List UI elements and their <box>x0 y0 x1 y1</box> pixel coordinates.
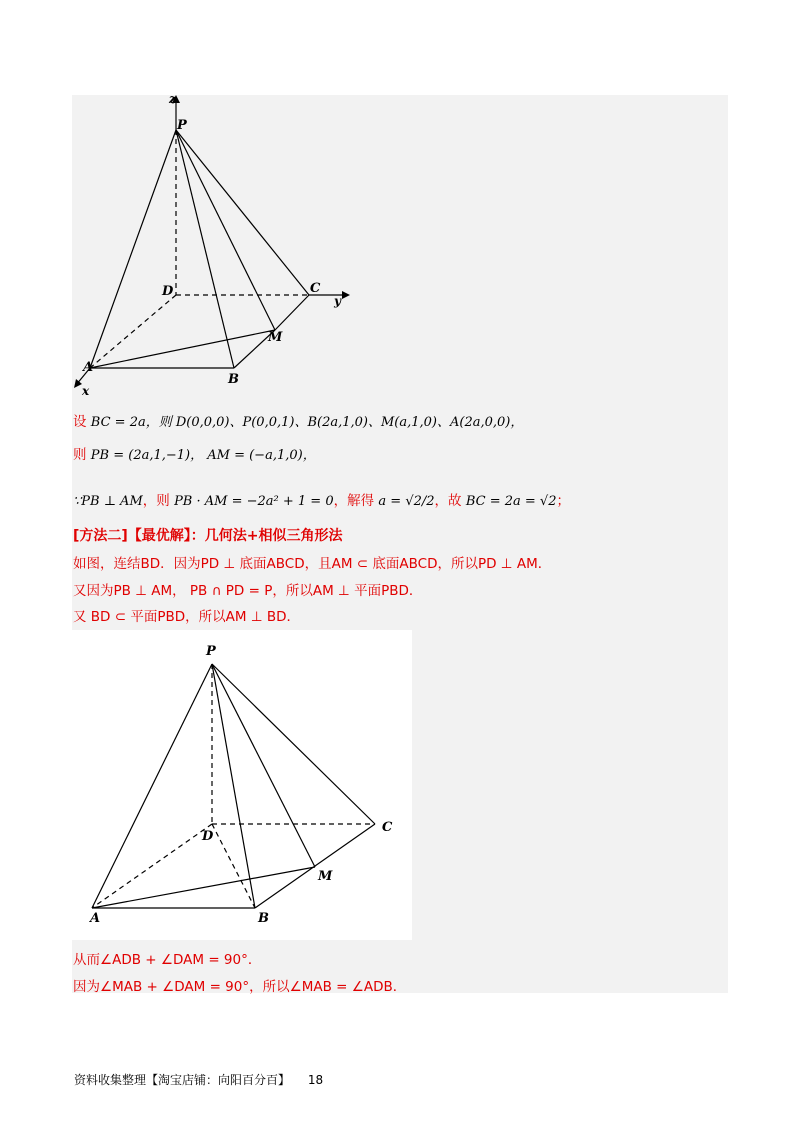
figure-1-coordinate-pyramid <box>72 95 372 400</box>
page-number: 18 <box>307 1073 324 1087</box>
conclusion-line-2: 因为∠MAB + ∠DAM = 90°，所以∠MAB = ∠ADB． <box>73 979 407 995</box>
fig1-label-b: B <box>228 372 239 387</box>
solve-line <box>73 489 570 509</box>
proof-line-3: 又 BD ⊂ 平面PBD，所以AM ⊥ BD． <box>73 609 301 625</box>
fig2-label-m: M <box>318 869 333 884</box>
footer-source: 资料收集整理【淘宝店铺：向阳百分百】 <box>74 1073 291 1087</box>
solution-a: a = √2/2 <box>378 494 435 509</box>
fig2-label-a: A <box>90 911 101 926</box>
fig2-label-d: D <box>202 829 214 844</box>
vector-line-math: PB = (2a,1,−1)， AM = (−a,1,0)， <box>90 448 316 463</box>
method-2-title: [方法二]【最优解】：几何法+相似三角形法 <box>73 528 343 544</box>
coord-line-1-math: BC = 2a，则 D(0,0,0)、P(0,0,1)、B(2a,1,0)、M(a,1,0)、A(2a,0,0)， <box>90 415 524 430</box>
fig1-label-c: C <box>310 281 321 296</box>
dot-product-equation: PB · AM = −2a² + 1 = 0 <box>174 494 334 509</box>
fig1-label-m: M <box>268 330 283 345</box>
fig1-label-d: D <box>162 284 174 299</box>
fig1-label-a: A <box>83 360 94 375</box>
solve-text-1: ，则 <box>142 493 170 509</box>
coord-line-1 <box>73 410 523 430</box>
solve-text-2: ，解得 <box>333 493 375 509</box>
proof-line-2: 又因为PB ⊥ AM， PB ∩ PD = P，所以AM ⊥ 平面PBD． <box>73 583 423 599</box>
page-footer <box>74 1071 323 1088</box>
fig2-label-b: B <box>258 911 269 926</box>
coord-line-2 <box>73 443 316 463</box>
fig1-label-x: x <box>82 384 90 398</box>
proof-line-1: 如图，连结BD．因为PD ⊥ 底面ABCD，且AM ⊂ 底面ABCD，所以PD ⊥ AM． <box>73 556 552 572</box>
fig2-label-c: C <box>382 820 393 835</box>
solve-end: ； <box>556 493 570 509</box>
coord-line-2-prefix: 则 <box>73 447 87 463</box>
conclusion-line-1: 从而∠ADB + ∠DAM = 90°． <box>73 952 262 968</box>
figure-2-pyramid <box>72 630 412 940</box>
fig1-label-z: z <box>169 95 176 106</box>
solution-bc: BC = 2a = √2 <box>465 494 557 509</box>
fig2-label-p: P <box>206 644 216 659</box>
coord-line-1-prefix: 设 <box>73 414 87 430</box>
solve-condition: ∵PB ⊥ AM <box>73 494 143 509</box>
solve-text-3: ，故 <box>434 493 462 509</box>
fig1-label-y: y <box>334 294 341 308</box>
fig1-label-p: P <box>177 118 187 133</box>
